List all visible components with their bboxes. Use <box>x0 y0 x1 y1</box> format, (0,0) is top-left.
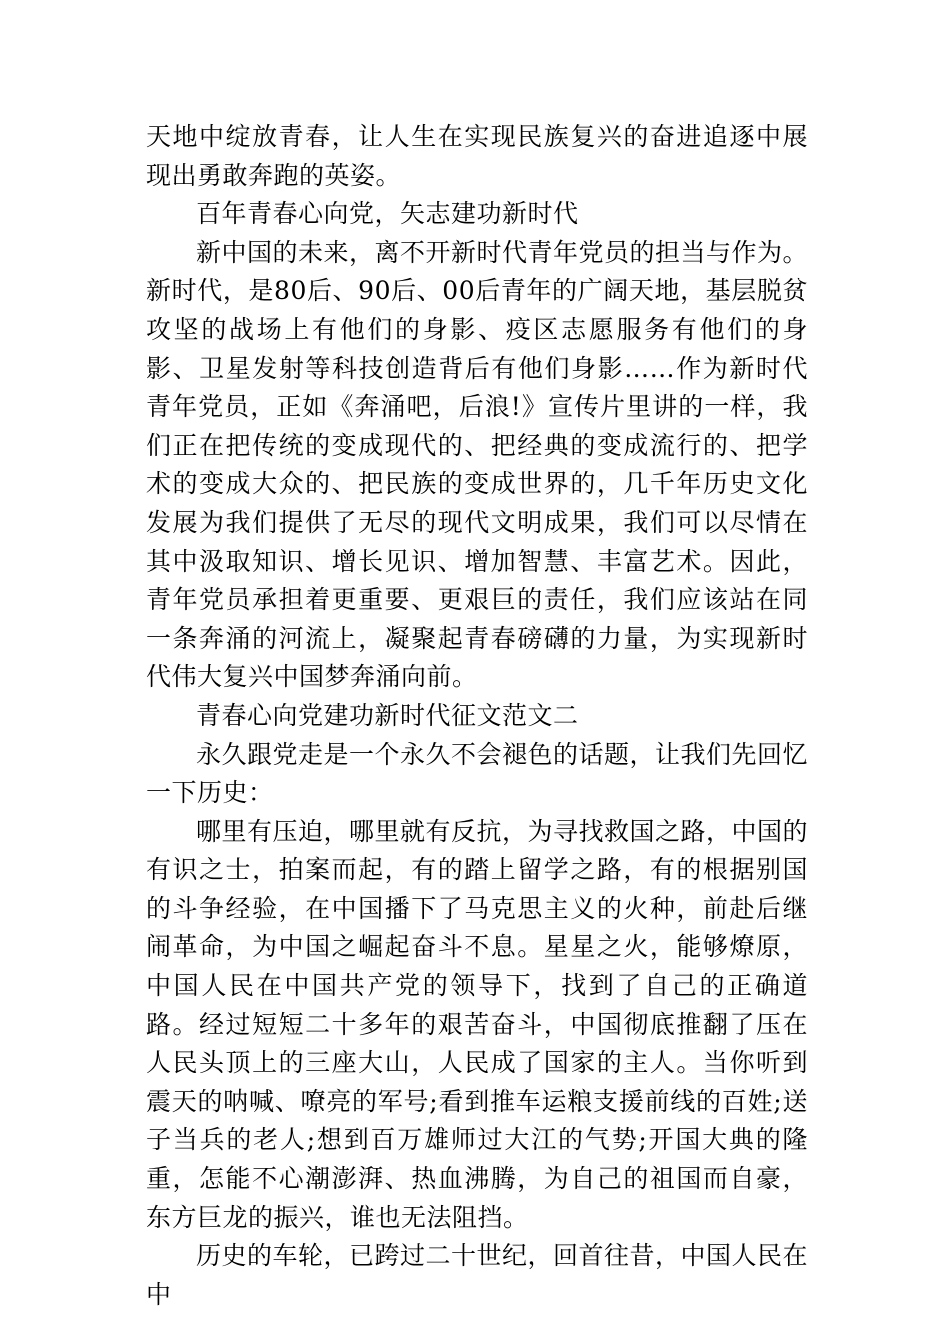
paragraph: 永久跟党走是一个永久不会褪色的话题，让我们先回忆一下历史： <box>146 739 809 808</box>
section-heading: 百年青春心向党，矢志建功新时代 <box>196 199 579 229</box>
paragraph: 新中国的未来，离不开新时代青年党员的担当与作为。新时代，是80后、90后、00后青年的广阔天地，基层脱贫攻坚的战场上有他们的身影、疫区志愿服务有他们的身影、卫星发射等科技创造背后有他们身影……作为新时代青年党员，正如《奔涌吧，后浪!》宣传片里讲的一样，我们正在把传统的变成现代的、把经典的变成流行的、把学术的变成大众的、把民族的变成世界的，几千年历史文化发展为我们提供了无尽的现代文明成果，我们可以尽情在其中汲取知识、增长见识、增加智慧、丰富艺术。因此，青年党员承担着更重要、更艰巨的责任，我们应该站在同一条奔涌的河流上，凝聚起青春磅礴的力量，为实现新时代伟大复兴中国梦奔涌向前。 <box>146 237 809 692</box>
document-page <box>146 118 808 1314</box>
paragraph: 哪里有压迫，哪里就有反抗，为寻找救国之路，中国的有识之士，拍案而起，有的踏上留学之路，有的根据别国的斗争经验，在中国播下了马克思主义的火种，前赴后继闹革命，为中国之崛起奋斗不息。星星之火，能够燎原，中国人民在中国共产党的领导下，找到了自己的正确道路。经过短短二十多年的艰苦奋斗，中国彻底推翻了压在人民头顶上的三座大山，人民成了国家的主人。当你听到震天的呐喊、嘹亮的军号;看到推车运粮支援前线的百姓;送子当兵的老人;想到百万雄师过大江的气势;开国大典的隆重，怎能不心潮澎湃、热血沸腾，为自己的祖国而自豪，东方巨龙的振兴，谁也无法阻挡。 <box>146 816 809 1232</box>
paragraph: 历史的车轮，已跨过二十世纪，回首往昔，中国人民在中 <box>146 1241 809 1309</box>
section-heading: 青春心向党建功新时代征文范文二 <box>196 700 579 730</box>
paragraph-continued: 天地中绽放青春，让人生在实现民族复兴的奋进追逐中展现出勇敢奔跑的英姿。 <box>146 122 808 190</box>
